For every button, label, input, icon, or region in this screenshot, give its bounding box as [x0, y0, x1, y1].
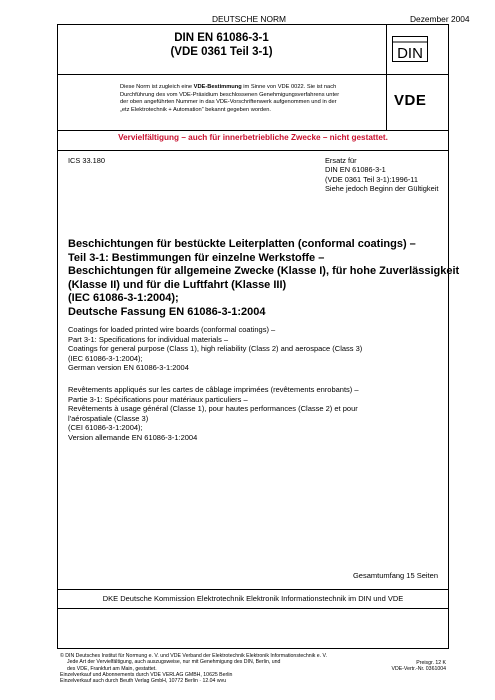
english-title-line: Part 3-1: Specifications for individual materials –	[68, 334, 229, 344]
german-title-line: (Klasse II) und für die Luftfahrt (Klasse III)	[68, 278, 287, 291]
document-title	[57, 31, 386, 59]
french-title-line: Revêtements appliqués sur les cartes de câblage imprimées (revêtements enrobants) –	[68, 385, 359, 394]
german-title-line: Beschichtungen für bestückte Leiterplatten (conformal coatings) –	[68, 238, 416, 250]
french-title-line: l'aérospatiale (Classe 3)	[68, 413, 149, 423]
vde-note-line1-post: im Sinne von VDE 0022. Sie ist nach	[241, 84, 337, 90]
french-title-line: Version allemande EN 61086-3-1:2004	[68, 432, 198, 442]
vde-note-line4: „etz Elektrotechnik + Automation“ bekannt gegeben worden.	[120, 106, 271, 113]
dke-line: DKE Deutsche Kommission Elektrotechnik Elektronik Informationstechnik im DIN und VDE	[102, 594, 404, 603]
vde-note-line1-pre: Diese Norm ist zugleich eine	[120, 84, 194, 90]
dke-bottom-divider	[57, 608, 449, 609]
din-logo-icon	[392, 36, 428, 62]
title-line-1: DIN EN 61086-3-1	[174, 32, 269, 44]
footer-copyright-line: © DIN Deutsches Institut für Normung e. V. und VDE Verband der Elektrotechnik Elektronik Informationstechnik e. V.	[60, 653, 327, 659]
french-title-line: Partie 3-1: Spécifications pour matériaux particuliers –	[68, 394, 248, 404]
footer-price	[380, 660, 446, 673]
english-title-line: (IEC 61086-3-1:2004);	[68, 353, 143, 363]
english-title-line: Coatings for loaded printed wire boards (conformal coatings) –	[68, 325, 276, 334]
title-line-2: (VDE 0361 Teil 3-1)	[170, 46, 273, 58]
vde-note-line2: Durchführung des vom VDE-Präsidium beschlossenen Genehmigungsverfahrens unter	[120, 91, 340, 98]
german-title-line: Beschichtungen für allgemeine Zwecke (Klasse I), für hohe Zuverlässigkeit	[68, 265, 460, 278]
din-logo-text: DIN	[397, 45, 423, 62]
english-title-line: Coatings for general purpose (Class 1), high reliability (Class 2) and aerospace (Class 3)	[68, 344, 363, 354]
note-bottom-divider	[57, 130, 449, 131]
footer-copyright	[60, 653, 327, 684]
german-title	[68, 238, 459, 320]
german-title-line: (IEC 61086-3-1:2004);	[68, 292, 179, 305]
vde-note-line1-bold: VDE-Bestimmung	[193, 84, 242, 90]
dke-top-divider	[57, 589, 449, 590]
footer-copyright-line: Jede Art der Vervielfältigung, auch auszugsweise, nur mit Genehmigung des DIN, Berlin, und	[67, 659, 281, 666]
ics-code: ICS 33.180	[68, 156, 105, 165]
total-pages: Gesamtumfang 15 Seiten	[352, 571, 438, 580]
french-title-line: (CEI 61086-3-1:2004);	[68, 423, 143, 433]
footer-order-number: VDE-Vertr.-Nr. 0361004	[391, 666, 446, 673]
title-bottom-divider	[57, 74, 449, 75]
replacement-line-3: (VDE 0361 Teil 3-1):1996-11	[325, 174, 418, 184]
french-title	[68, 385, 359, 443]
title-vertical-divider	[386, 24, 387, 130]
replacement-info	[325, 156, 438, 194]
replacement-line-1: Ersatz für	[325, 156, 357, 165]
vde-logo-icon: VDE	[394, 92, 427, 109]
reproduction-notice: Vervielfältigung – auch für innerbetriebliche Zwecke – nicht gestattet.	[118, 133, 388, 142]
vde-note	[120, 84, 382, 114]
german-title-line: Deutsche Fassung EN 61086-3-1:2004	[68, 305, 266, 318]
english-title-line: German version EN 61086-3-1:2004	[68, 363, 189, 373]
header-norm-type: DEUTSCHE NORM	[212, 14, 286, 24]
german-title-line: Teil 3-1: Bestimmungen für einzelne Werkstoffe –	[68, 251, 325, 264]
vde-note-line3: der oben angeführten Nummer in das VDE-Vorschriftenwerk aufgenommen und in der	[120, 99, 337, 106]
header-date: Dezember 2004	[410, 14, 470, 24]
notice-bottom-divider	[57, 150, 449, 151]
french-title-line: Revêtements à usage général (Classe 1), pour hautes performances (Classe 2) et pour	[68, 404, 358, 414]
footer-copyright-line: des VDE, Frankfurt am Main, gestattet.	[67, 665, 157, 672]
english-title	[68, 325, 362, 373]
footer-price-group: Preisgr. 12 K	[416, 660, 446, 666]
footer-sales-2: Einzelverkauf auch durch Beuth Verlag GmbH, 10772 Berlin · 12.04 wvu	[60, 678, 227, 685]
replacement-line-4: Siehe jedoch Beginn der Gültigkeit	[325, 184, 439, 194]
footer-sales-1: Einzelverkauf und Abonnements durch VDE VERLAG GMBH, 10625 Berlin	[60, 671, 233, 678]
replacement-line-2: DIN EN 61086-3-1	[325, 165, 386, 175]
